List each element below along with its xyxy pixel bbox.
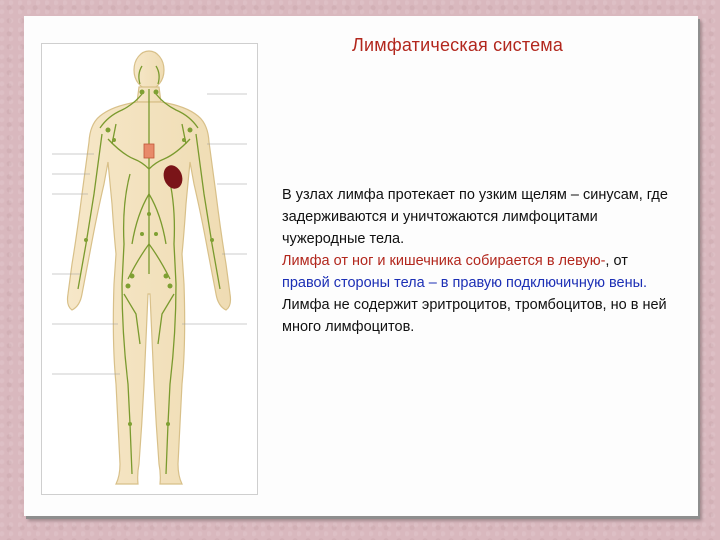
- human-body-figure: [42, 44, 257, 494]
- slide-body-text: [282, 184, 672, 338]
- connector-text: , от: [605, 253, 628, 269]
- right-vein-text: правой стороны тела – в правую подключичную вены.: [282, 275, 648, 291]
- slide: [24, 16, 698, 516]
- lymphatic-system-illustration: [41, 43, 258, 495]
- thymus-icon: [144, 144, 154, 158]
- slide-title: Лимфатическая система: [352, 35, 564, 55]
- paragraph-lymph-drainage: [282, 250, 672, 294]
- paragraph-lymph-nodes: В узлах лимфа протекает по узким щелям – синусам, где задерживаются и уничтожаются лимфоцитами чужеродные тела.: [282, 187, 668, 247]
- left-vein-text: Лимфа от ног и кишечника собирается в левую-: [282, 253, 606, 269]
- paragraph-lymph-composition: Лимфа не содержит эритроцитов, тромбоцитов, но в ней много лимфоцитов.: [282, 297, 667, 335]
